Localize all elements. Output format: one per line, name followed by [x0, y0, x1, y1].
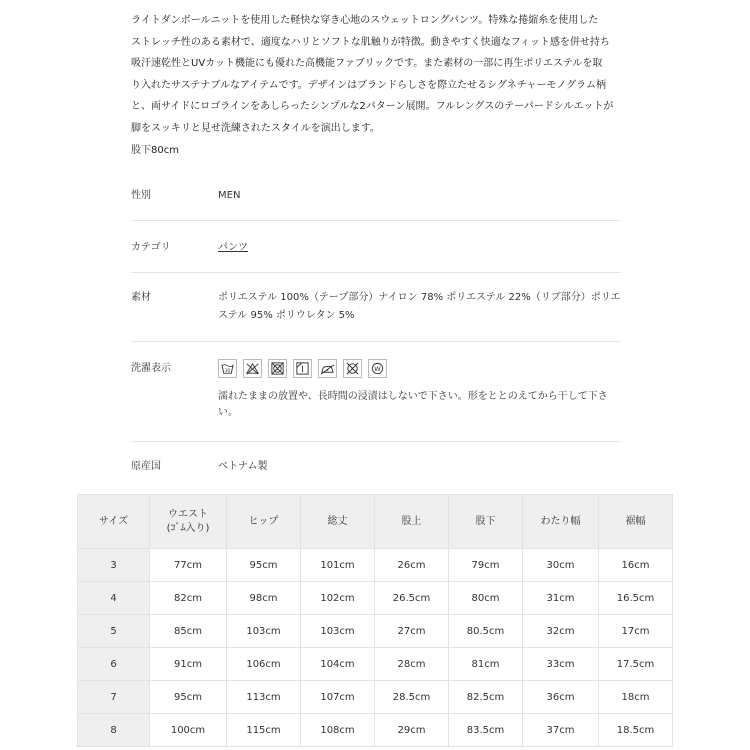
svg-text:W: W: [374, 365, 381, 374]
table-row: [78, 549, 673, 582]
cell-inseam: 83.5cm: [449, 714, 523, 747]
cell-hip: 103cm: [227, 615, 301, 648]
spec-row-gender: [131, 187, 621, 221]
category-link[interactable]: パンツ: [218, 242, 248, 253]
cell-inseam: 80.5cm: [449, 615, 523, 648]
cell-hem: 16.5cm: [599, 582, 673, 615]
header-hem: 裾幅: [599, 495, 673, 549]
product-description: [131, 10, 631, 161]
table-row: [78, 615, 673, 648]
table-row: [78, 681, 673, 714]
table-row: [78, 648, 673, 681]
cell-length: 108cm: [301, 714, 375, 747]
cell-thigh: 31cm: [523, 582, 599, 615]
cell-inseam: 79cm: [449, 549, 523, 582]
cell-length: 107cm: [301, 681, 375, 714]
cell-thigh: 32cm: [523, 615, 599, 648]
spec-value: MEN: [218, 190, 241, 201]
cell-hem: 16cm: [599, 549, 673, 582]
cell-hip: 95cm: [227, 549, 301, 582]
cell-thigh: 33cm: [523, 648, 599, 681]
cell-hem: 18cm: [599, 681, 673, 714]
cell-size: 8: [78, 714, 150, 747]
wet-clean-icon: [368, 359, 387, 378]
description-line: 脚をスッキリと見せ洗練されたスタイルを演出します。: [131, 122, 380, 134]
no-bleach-icon: [243, 359, 262, 378]
cell-hem: 17cm: [599, 615, 673, 648]
spec-value-wrap: [218, 239, 621, 257]
cell-hem: 18.5cm: [599, 714, 673, 747]
description-line: 吸汗速乾性とUVカット機能にも優れた高機能ファブリックです。また素材の一部に再生ポリエステルを取: [131, 58, 603, 70]
cell-size: 6: [78, 648, 150, 681]
cell-thigh: 36cm: [523, 681, 599, 714]
spec-label: 原産国: [131, 461, 161, 472]
no-dry-clean-icon: [343, 359, 362, 378]
cell-waist: 77cm: [150, 549, 227, 582]
table-row: [78, 714, 673, 747]
cell-rise: 28.5cm: [375, 681, 449, 714]
header-waist: ウエスト (ｺﾞﾑ入り): [150, 495, 227, 549]
cell-inseam: 80cm: [449, 582, 523, 615]
cell-length: 103cm: [301, 615, 375, 648]
spec-row-category: [131, 239, 621, 273]
description-line: ライトダンボールニットを使用した軽快な穿き心地のスウェットロングパンツ。特殊な捲縮糸を使用した: [131, 15, 599, 26]
description-line: と、両サイドにロゴラインをあしらったシンプルな2パターン展開。フルレングスのテーパードシルエットが: [131, 101, 614, 113]
cell-rise: 27cm: [375, 615, 449, 648]
cell-waist: 85cm: [150, 615, 227, 648]
spec-label: 洗濯表示: [131, 363, 171, 374]
cell-size: 3: [78, 549, 150, 582]
cell-hip: 113cm: [227, 681, 301, 714]
cell-length: 101cm: [301, 549, 375, 582]
spec-row-care: [131, 360, 621, 442]
header-rise: 股上: [375, 495, 449, 549]
table-row: [78, 582, 673, 615]
care-content: [218, 360, 621, 421]
spec-row-material: [131, 289, 621, 342]
header-hip: ヒップ: [227, 495, 301, 549]
description-line: ストレッチ性のある素材で、適度なハリとソフトな肌触りが特徴。動きやすく快適なフィット感を併せ持ち: [131, 36, 610, 48]
cell-hip: 115cm: [227, 714, 301, 747]
cell-thigh: 30cm: [523, 549, 599, 582]
cell-size: 4: [78, 582, 150, 615]
cell-size: 7: [78, 681, 150, 714]
cell-rise: 29cm: [375, 714, 449, 747]
cell-waist: 82cm: [150, 582, 227, 615]
header-inseam: 股下: [449, 495, 523, 549]
care-note: 濡れたままの放置や、長時間の浸漬はしないで下さい。形をととのえてから干して下さい。: [218, 391, 608, 418]
cell-hip: 106cm: [227, 648, 301, 681]
cell-hip: 98cm: [227, 582, 301, 615]
size-table-body: [78, 549, 673, 747]
cell-hem: 17.5cm: [599, 648, 673, 681]
header-length: 総丈: [301, 495, 375, 549]
spec-label: 素材: [131, 292, 151, 303]
inseam-note: 股下80cm: [131, 144, 179, 156]
no-tumble-dry-icon: [268, 359, 287, 378]
cell-size: 5: [78, 615, 150, 648]
svg-text:30: 30: [224, 367, 231, 373]
cell-waist: 100cm: [150, 714, 227, 747]
cell-inseam: 82.5cm: [449, 681, 523, 714]
cell-thigh: 37cm: [523, 714, 599, 747]
cell-rise: 26.5cm: [375, 582, 449, 615]
size-table: [77, 494, 673, 747]
table-header-row: [78, 495, 673, 549]
description-line: り入れたサステナブルなアイテムです。デザインはブランドらしさを際立たせるシグネチャーモノグラム柄: [131, 79, 606, 91]
spec-label: 性別: [131, 190, 151, 201]
cell-rise: 26cm: [375, 549, 449, 582]
wash-tub-30-icon: [218, 359, 237, 378]
spec-row-origin: [131, 458, 621, 482]
cell-inseam: 81cm: [449, 648, 523, 681]
header-thigh: わたり幅: [523, 495, 599, 549]
iron-low-icon: [318, 359, 337, 378]
cell-rise: 28cm: [375, 648, 449, 681]
spec-value: ポリエステル 100%（テープ部分）ナイロン 78% ポリエステル 22%（リブ部分）ポリエステル 95% ポリウレタン 5%: [218, 292, 621, 321]
cell-waist: 95cm: [150, 681, 227, 714]
cell-waist: 91cm: [150, 648, 227, 681]
cell-length: 104cm: [301, 648, 375, 681]
care-icons: [218, 359, 621, 379]
spec-label: カテゴリ: [131, 242, 171, 253]
drip-dry-shade-icon: [293, 359, 312, 378]
cell-length: 102cm: [301, 582, 375, 615]
header-size: サイズ: [78, 495, 150, 549]
spec-value: ベトナム製: [218, 461, 268, 472]
